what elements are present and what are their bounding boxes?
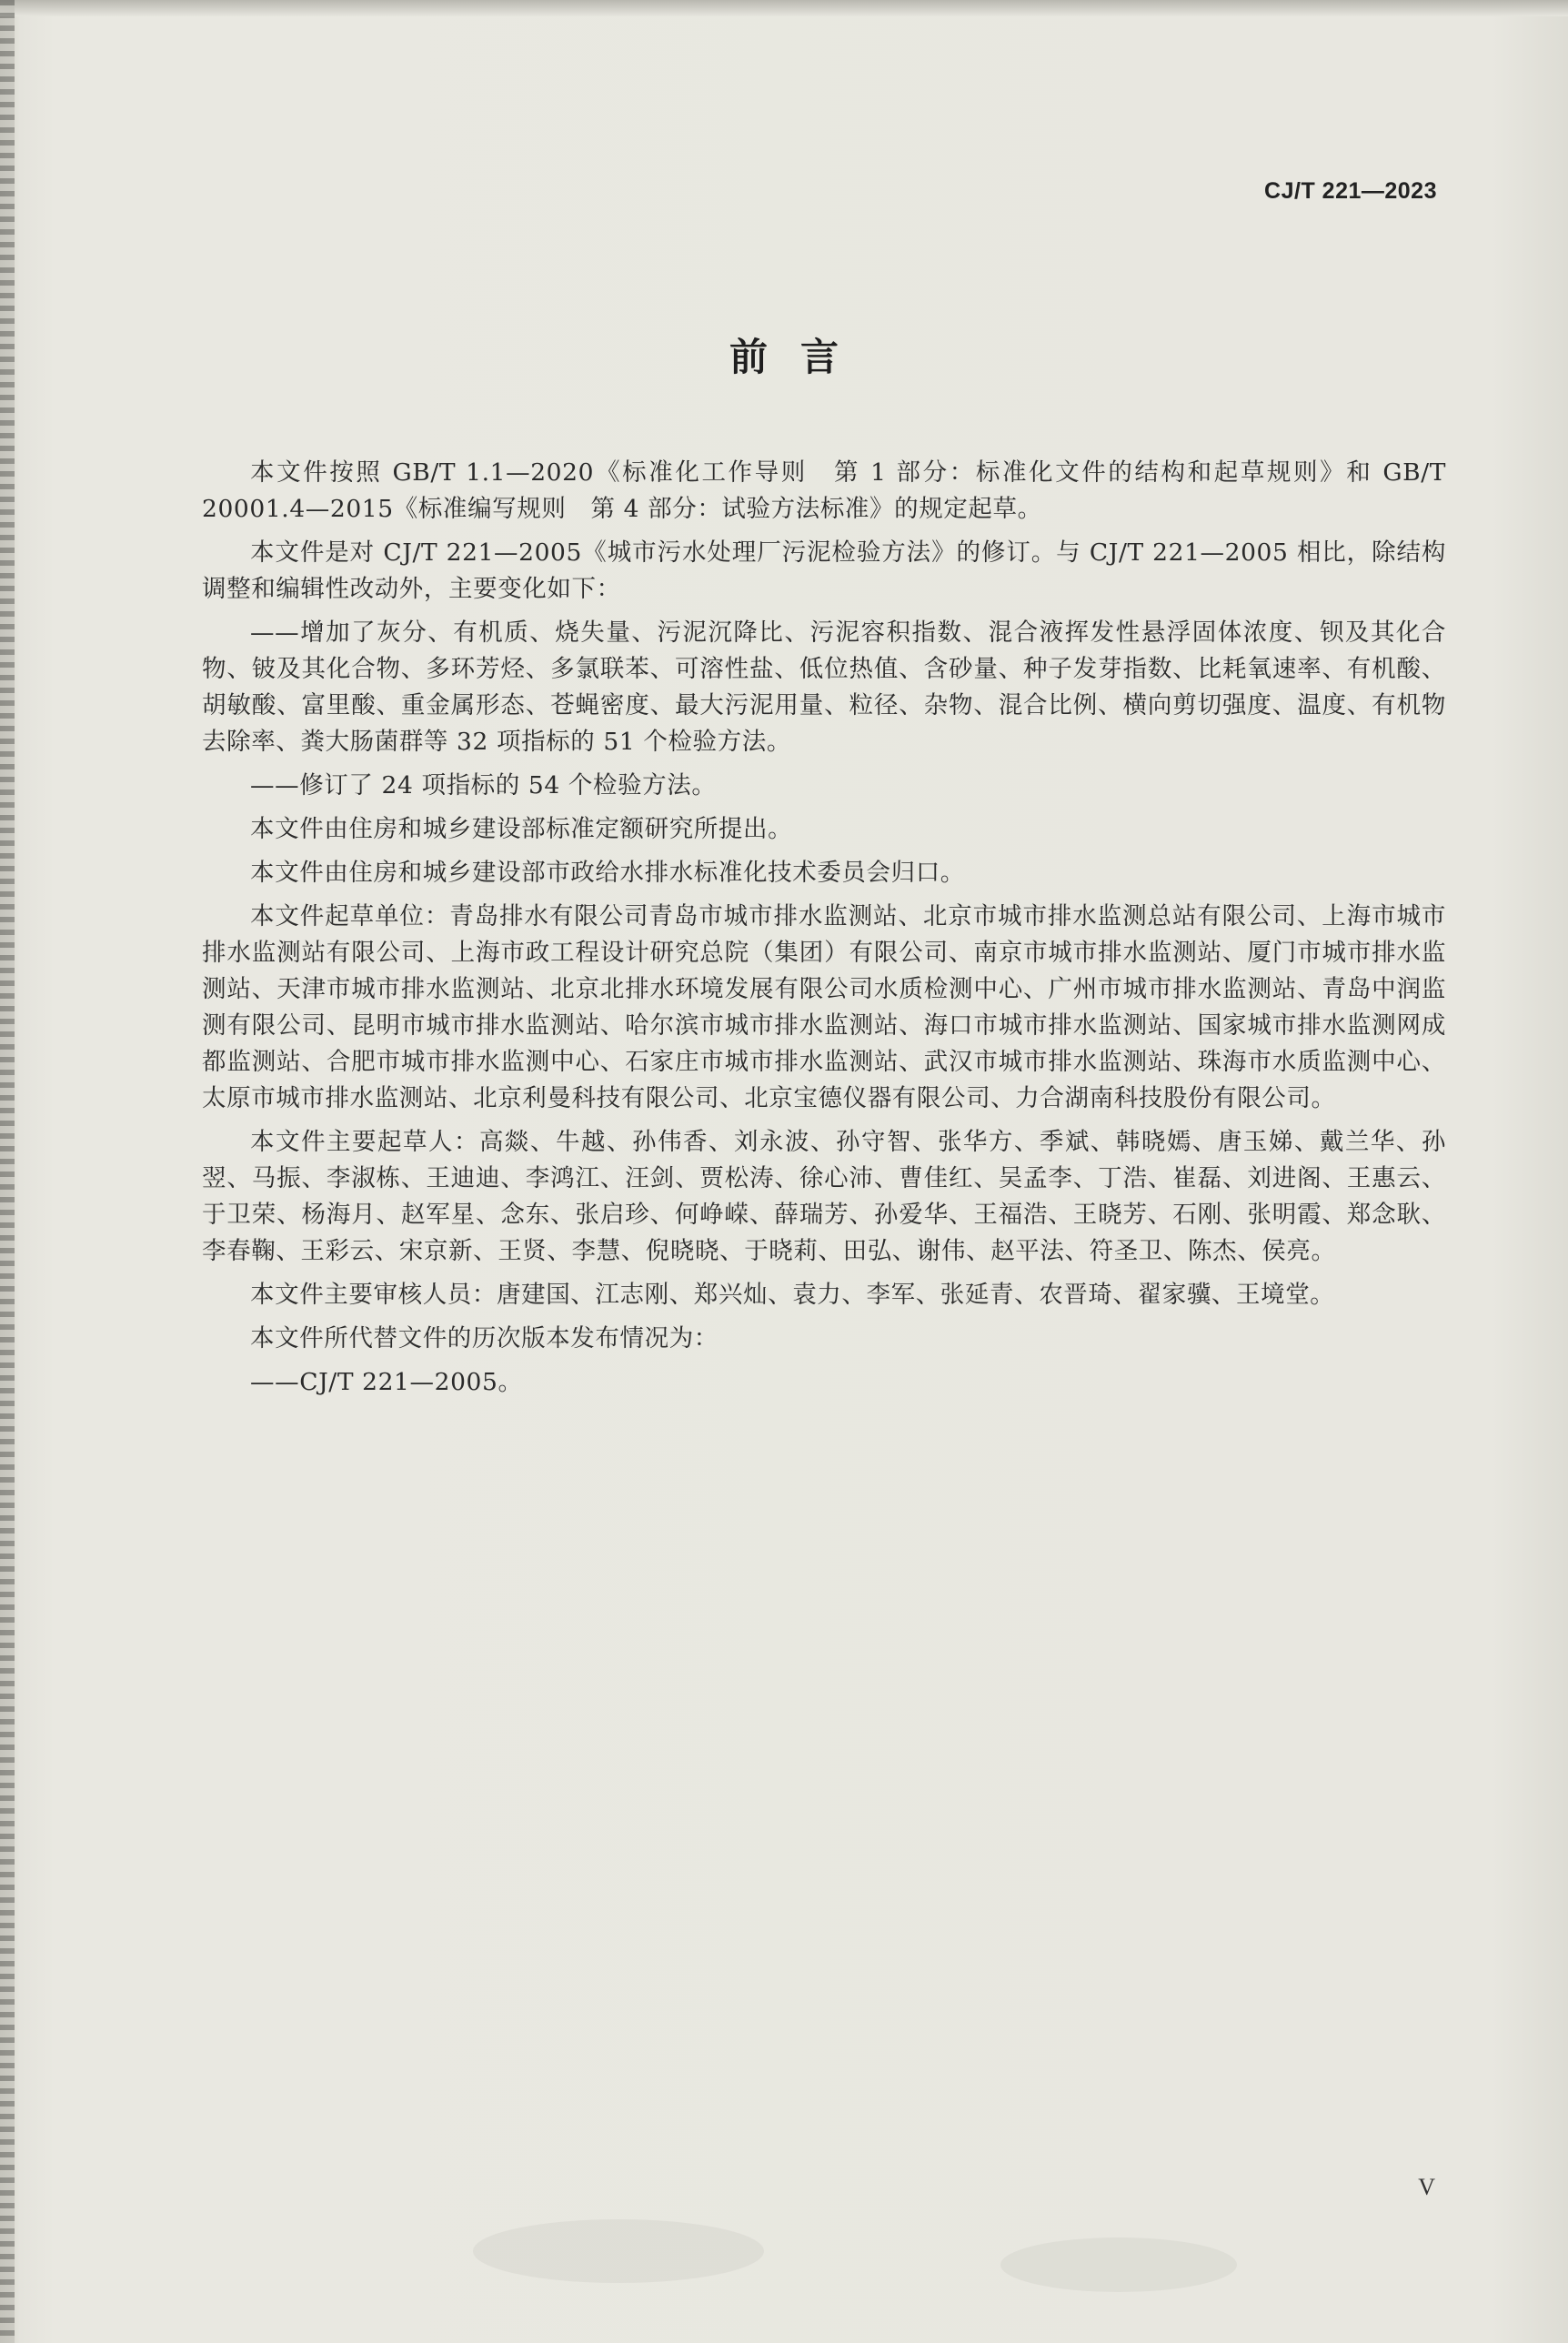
paragraph-revision-intro: 本文件是对 CJ/T 221—2005《城市污水处理厂污泥检验方法》的修订。与 CJ/T 221—2005 相比，除结构调整和编辑性改动外，主要变化如下：	[202, 538, 1446, 603]
page-number: V	[1418, 2174, 1435, 2200]
paragraph-drafting-basis: 本文件按照 GB/T 1.1—2020《标准化工作导则 第 1 部分：标准化文件的结构和起草规则》和 GB/T 20001.4—2015《标准编写规则 第 4 部分：试验方法标准》的规定起草。	[202, 458, 1446, 523]
paper-stain	[473, 2219, 764, 2283]
foreword-body	[202, 455, 1446, 1408]
page-title: 前言	[729, 335, 871, 379]
paper-stain	[1000, 2237, 1237, 2292]
standard-code: CJ/T 221—2023	[1264, 178, 1437, 204]
paragraph-history-item: ——CJ/T 221—2005。	[250, 1368, 523, 1396]
paragraph-reviewers: 本文件主要审核人员：唐建国、江志刚、郑兴灿、袁力、李军、张延青、农晋琦、翟家骥、王境堂。	[250, 1281, 1335, 1309]
scan-top-edge	[0, 0, 1568, 16]
paragraph-added-methods: ——增加了灰分、有机质、烧失量、污泥沉降比、污泥容积指数、混合液挥发性悬浮固体浓度、钡及其化合物、铍及其化合物、多环芳烃、多氯联苯、可溶性盐、低位热值、含砂量、种子发芽指数、比耗氧速率、有机酸、胡敏酸、富里酸、重金属形态、苍蝇密度、最大污泥用量、粒径、杂物、混合比例、横向剪切强度、温度、有机物去除率、粪大肠菌群等 32 项指标的 51 个检验方法。	[202, 618, 1446, 756]
paragraph-history-intro: 本文件所代替文件的历次版本发布情况为：	[250, 1324, 719, 1353]
paragraph-proposed-by: 本文件由住房和城乡建设部标准定额研究所提出。	[250, 815, 793, 843]
paragraph-drafting-units: 本文件起草单位：青岛排水有限公司青岛市城市排水监测站、北京市城市排水监测总站有限公司、上海市城市排水监测站有限公司、上海市政工程设计研究总院（集团）有限公司、南京市城市排水监测站、厦门市城市排水监测站、天津市城市排水监测站、北京北排水环境发展有限公司水质检测中心、广州市城市排水监测站、青岛中润监测有限公司、昆明市城市排水监测站、哈尔滨市城市排水监测站、海口市城市排水监测站、国家城市排水监测网成都监测站、合肥市城市排水监测中心、石家庄市城市排水监测站、武汉市城市排水监测站、珠海市水质监测中心、太原市城市排水监测站、北京利曼科技有限公司、北京宝德仪器有限公司、力合湖南科技股份有限公司。	[202, 902, 1446, 1112]
paragraph-drafters: 本文件主要起草人：高燚、牛越、孙伟香、刘永波、孙守智、张华方、季斌、韩晓嫣、唐玉娣、戴兰华、孙翌、马振、李淑栋、王迪迪、李鸿江、汪剑、贾松涛、徐心沛、曹佳红、吴孟李、丁浩、崔磊、刘进阁、王惠云、于卫荣、杨海月、赵军星、念东、张启珍、何峥嵘、薛瑞芳、孙爱华、王福浩、王晓芳、石刚、张明霞、郑念耿、李春鞠、王彩云、宋京新、王贤、李慧、倪晓晓、于晓莉、田弘、谢伟、赵平法、符圣卫、陈杰、侯亮。	[202, 1128, 1446, 1265]
paragraph-revised-methods: ——修订了 24 项指标的 54 个检验方法。	[250, 771, 717, 799]
paragraph-centralized-by: 本文件由住房和城乡建设部市政给水排水标准化技术委员会归口。	[250, 859, 965, 887]
